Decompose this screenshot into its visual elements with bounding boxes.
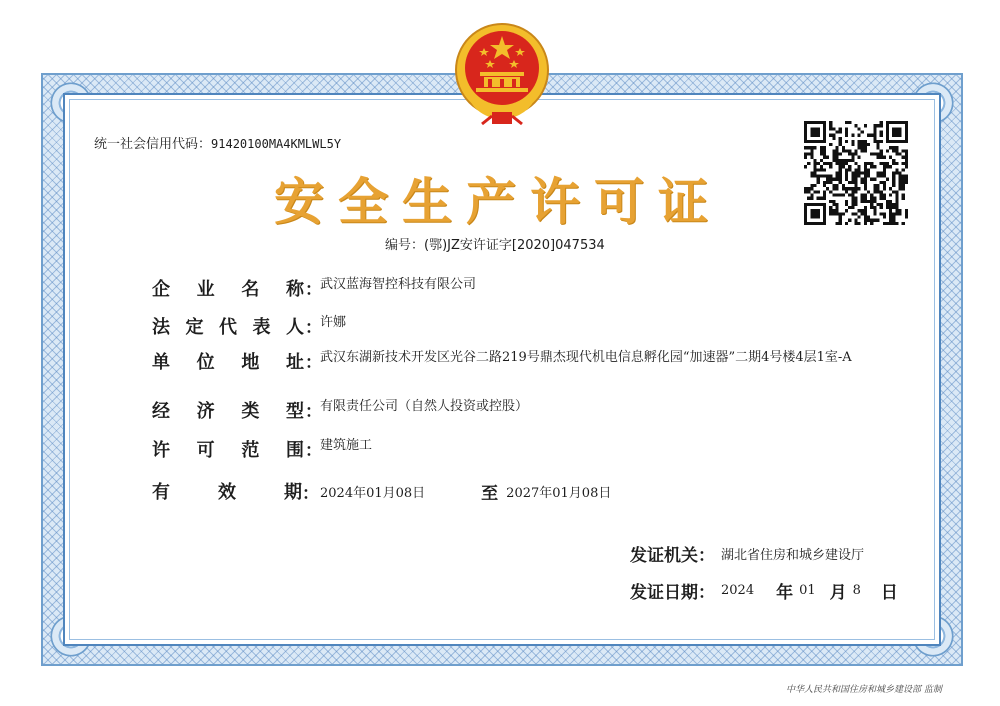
issue-date-label: 发证日期： [630, 583, 715, 603]
field-validity [152, 478, 611, 504]
field-scope-value: 建筑施工 [320, 438, 373, 453]
colon: ： [302, 483, 319, 504]
field-company-value: 武汉蓝海智控科技有限公司 [320, 277, 477, 292]
field-legal-rep-label [152, 313, 305, 339]
certificate-number-value: (鄂)JZ安许证字[2020]047534 [424, 238, 605, 253]
validity-from: 2024年01月08日 [320, 485, 426, 501]
label-char: 法 [152, 317, 171, 338]
issue-date-day-unit: 日 [880, 583, 898, 603]
field-address [152, 348, 920, 374]
certificate-title: 安全生产许可证 [274, 173, 722, 231]
issue-date-day: 8 [852, 583, 861, 598]
colon: ： [305, 353, 322, 373]
label-char: 范 [241, 440, 261, 461]
issue-date-year-unit: 年 [776, 583, 794, 603]
label-char: 定 [185, 317, 205, 338]
label-char: 效 [218, 482, 236, 503]
field-company-label [152, 275, 305, 301]
issue-date-month: 01 [799, 583, 816, 598]
issuing-authority [630, 541, 864, 566]
label-char: 经 [152, 401, 171, 422]
credit-code-label: 统一社会信用代码： [94, 137, 212, 152]
field-econ-type [152, 397, 528, 423]
credit-code-value: 91420100MA4KMLWL5Y [211, 137, 342, 151]
label-char: 代 [219, 317, 238, 338]
national-emblem-icon [452, 20, 552, 126]
label-char: 可 [196, 440, 216, 461]
issuing-authority-label: 发证机关： [630, 546, 715, 566]
label-char: 名 [241, 279, 261, 300]
label-char: 表 [252, 317, 272, 338]
field-validity-label [152, 478, 302, 504]
issue-date-month-unit: 月 [829, 583, 847, 603]
label-char: 济 [196, 401, 216, 422]
label-char: 地 [241, 352, 261, 373]
label-char: 称 [285, 279, 305, 300]
label-char: 人 [286, 317, 305, 338]
field-econ-type-label [152, 397, 305, 423]
label-char: 有 [152, 482, 170, 503]
label-char: 期 [284, 482, 302, 503]
label-char: 位 [196, 352, 216, 373]
field-scope-label [152, 436, 305, 462]
field-address-value: 武汉东湖新技术开发区光谷二路219号鼎杰现代机电信息孵化园“加速器”二期4号楼4层1室-A [320, 350, 852, 365]
field-address-label [152, 348, 305, 374]
label-char: 围 [285, 440, 305, 461]
field-company [152, 275, 476, 301]
field-legal-rep-value: 许娜 [320, 315, 347, 330]
label-char: 业 [196, 279, 216, 300]
label-char: 类 [241, 401, 261, 422]
validity-to-word: 至 [481, 483, 499, 504]
field-scope [152, 436, 372, 462]
validity-to: 2027年01月08日 [506, 485, 612, 501]
certificate-number-label: 编号： [385, 238, 425, 253]
qr-code-icon[interactable] [804, 121, 908, 225]
colon: ： [305, 318, 322, 338]
certificate-number [385, 234, 605, 253]
label-char: 许 [152, 440, 171, 461]
issue-date [630, 578, 898, 603]
label-char: 单 [152, 352, 171, 373]
colon: ： [305, 441, 322, 461]
label-char: 型 [285, 401, 305, 422]
credit-code [94, 133, 341, 152]
colon: ： [305, 402, 322, 422]
issue-date-year: 2024 [721, 583, 755, 598]
colon: ： [305, 280, 322, 300]
footer-supervisor-note: 中华人民共和国住房和城乡建设部 监制 [786, 685, 942, 695]
field-legal-rep [152, 313, 346, 339]
label-char: 企 [152, 279, 171, 300]
issuing-authority-value: 湖北省住房和城乡建设厅 [721, 548, 865, 563]
field-econ-type-value: 有限责任公司（自然人投资或控股） [320, 399, 529, 414]
label-char: 址 [285, 352, 305, 373]
